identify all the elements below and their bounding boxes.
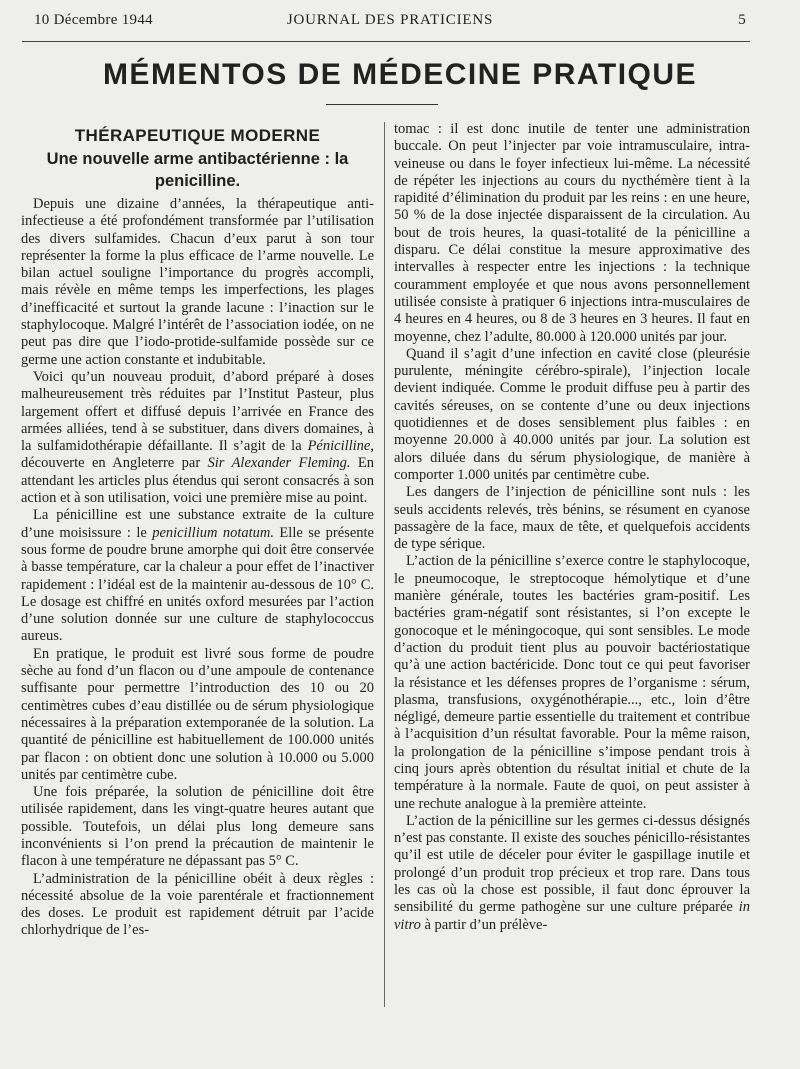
paragraph: La pénicilline est une substance extraite de la culture d’une moisissure : le penicillium notatum. Elle se présente sous forme de poudre brune amorphe qui doit être conservée à basse température, car la chaleur a pour effet de l’inactiver rapidement : l’idéal est de la maintenir au-dessous de 10° C. Le dosage est chiffré en unités oxford mesurées par l’action d’une solution donnée sur une culture de staphylococcus aureus. <box>21 507 374 645</box>
issue-date: 10 Décembre 1944 <box>34 12 153 28</box>
paragraph: Une fois préparée, la solution de pénicilline doit être utilisée rapidement, dans les vingt-quatre heures autant que possible. Toutefois, un délai plus long demeure sans inconvénients si l’on prend la précaution de maintenir le flacon à une température ne dépassant pas 5° C. <box>21 784 374 870</box>
journal-name: JOURNAL DES PRATICIENS <box>286 12 494 28</box>
paragraph: Quand il s’agit d’une infection en cavité close (pleurésie purulente, méningite cérébro-spirale), l’injection locale devient indiquée. Comme le produit diffuse peu à partir des cavités séreuses, on se contente d’une ou deux injections quotidiennes et de doses sensiblement plus faibles : en moyenne 20.000 à 40.000 unités par jour. La solution est alors diluée dans du sérum physiologique, de manière à comporter 1.000 unités par centimètre cube. <box>394 345 750 483</box>
paragraph: L’action de la pénicilline sur les germes ci-dessus désignés n’est pas constante. Il existe des souches pénicillo-résistantes qu’il est utile de déceler pour éviter le gaspillage inutile et prolongé d’un produit trop précieux et trop rare. Dans tous les cas où la chose est possible, il faut donc éprouver la sensibilité du germe pathogène sur une culture préparée in vitro à partir d’un prélève- <box>394 812 750 933</box>
paragraph: L’administration de la pénicilline obéit à deux règles : nécessité absolue de la voie parentérale et fractionnement des doses. Le produit est rapidement détruit par l’acide chlorhydrique de l’es- <box>21 870 374 939</box>
paragraph: Les dangers de l’injection de pénicilline sont nuls : les seuls accidents relevés, très bénins, se résument en cyanose passagère de la face, maux de tête, et quelquefois accidents de type sérique. <box>394 484 750 553</box>
paragraph: L’action de la pénicilline s’exerce contre le staphylocoque, le pneumocoque, le streptocoque hémolytique et d’une manière générale, toutes les bactéries gram-positif. Les bactéries gram-négatif sont résistantes, si l’on excepte le gonocoque et le méningocoque, qui sont sensibles. Le mode d’action du produit tient plus au pouvoir bactériostatique qu’à une action bactéricide. Donc tout ce qui peut favoriser la résistance et les défenses propres de l’organisme : sérum, plasma, transfusions, oxygénothérapie..., etc., loin d’être négligé, demeure partie essentielle du traitement et contribue à l’acquisition d’un résultat favorable. Pour la même raison, la prolongation de la pénicilline s’impose pendant trois à cinq jours après obtention du résultat initial et chute de la température à la normale. Faute de quoi, on peut assister à une rechute analogue à la première atteinte. <box>394 553 750 812</box>
page-title: MÉMENTOS DE MÉDECINE PRATIQUE <box>102 58 698 91</box>
left-column <box>21 124 374 940</box>
paragraph: Voici qu’un nouveau produit, d’abord préparé à doses malheureusement très réduites par l’Institut Pasteur, plus largement offert et diffusé depuis l’arrivée en France des armées alliées, tend à se substituer, dans divers domaines, à la sulfamidothérapie défaillante. Il s’agit de la Pénicilline, découverte en Angleterre par Sir Alexander Fleming. En attendant les articles plus étendus qui seront consacrés à son action et à son utilisation, voici une première mise au point. <box>21 368 374 507</box>
right-column <box>394 121 750 934</box>
paragraph: En pratique, le produit est livré sous forme de poudre sèche au fond d’un flacon ou d’une ampoule de contenance suffisante pour permettre l’introduction des 10 ou 20 centimètres cubes d’eau distillée ou de sérum physiologique nécessaires à la préparation extemporanée de la solution. La quantité de pénicilline est habituellement de 100.000 unités par flacon : on obtient donc une solution à 10.000 ou 5.000 unités par centimètre cube. <box>21 645 374 783</box>
header-rule <box>22 41 750 42</box>
page-number: 5 <box>738 12 746 28</box>
paragraph: tomac : il est donc inutile de tenter une administration buccale. On peut l’injecter par voie intramusculaire, intra-veineuse ou dans le foyer infectieux lui-même. La nécessité de répéter les injections au cours du nycthémère tient à la rapidité d’élimination du produit par les reins : en une heure, 50 % de la dose injectée disparaissent de la circulation. Au bout de trois heures, la quasi-totalité de la pénicilline a disparu. Ce délai constitue la mesure approximative des intervalles à respecter entre les injections : la technique couramment employée et que nous avons personnellement utilisée consiste à pratiquer 6 injections intra-musculaires de 4 heures en 4 heures, ou 8 de 3 heures en 3 heures. Il faut en moyenne, chez l’adulte, 80.000 à 120.000 unités par jour. <box>394 121 750 345</box>
title-underline <box>326 104 438 105</box>
article-title: Une nouvelle arme antibactérienne : la penicilline. <box>46 150 349 190</box>
section-title: THÉRAPEUTIQUE MODERNE <box>74 126 321 145</box>
paragraph: Depuis une dizaine d’années, la thérapeutique anti-infectieuse a été profondément transformée par l’utilisation des divers sulfamides. Chacun d’eux parut à son tour représenter la forme la plus efficace de l’arme nouvelle. Le bilan actuel souligne l’importance du progrès accompli, mais révèle en même temps les imperfections, les plages d’inefficacité et surtout la grande lacune : l’inaction sur le staphylocoque. Malgré l’intérêt de l’association iodée, on ne peut pas dire que l’iodo-protide-sulfamide possède sur ce germe une action constante et indubitable. <box>21 196 374 368</box>
column-divider <box>384 122 385 1007</box>
